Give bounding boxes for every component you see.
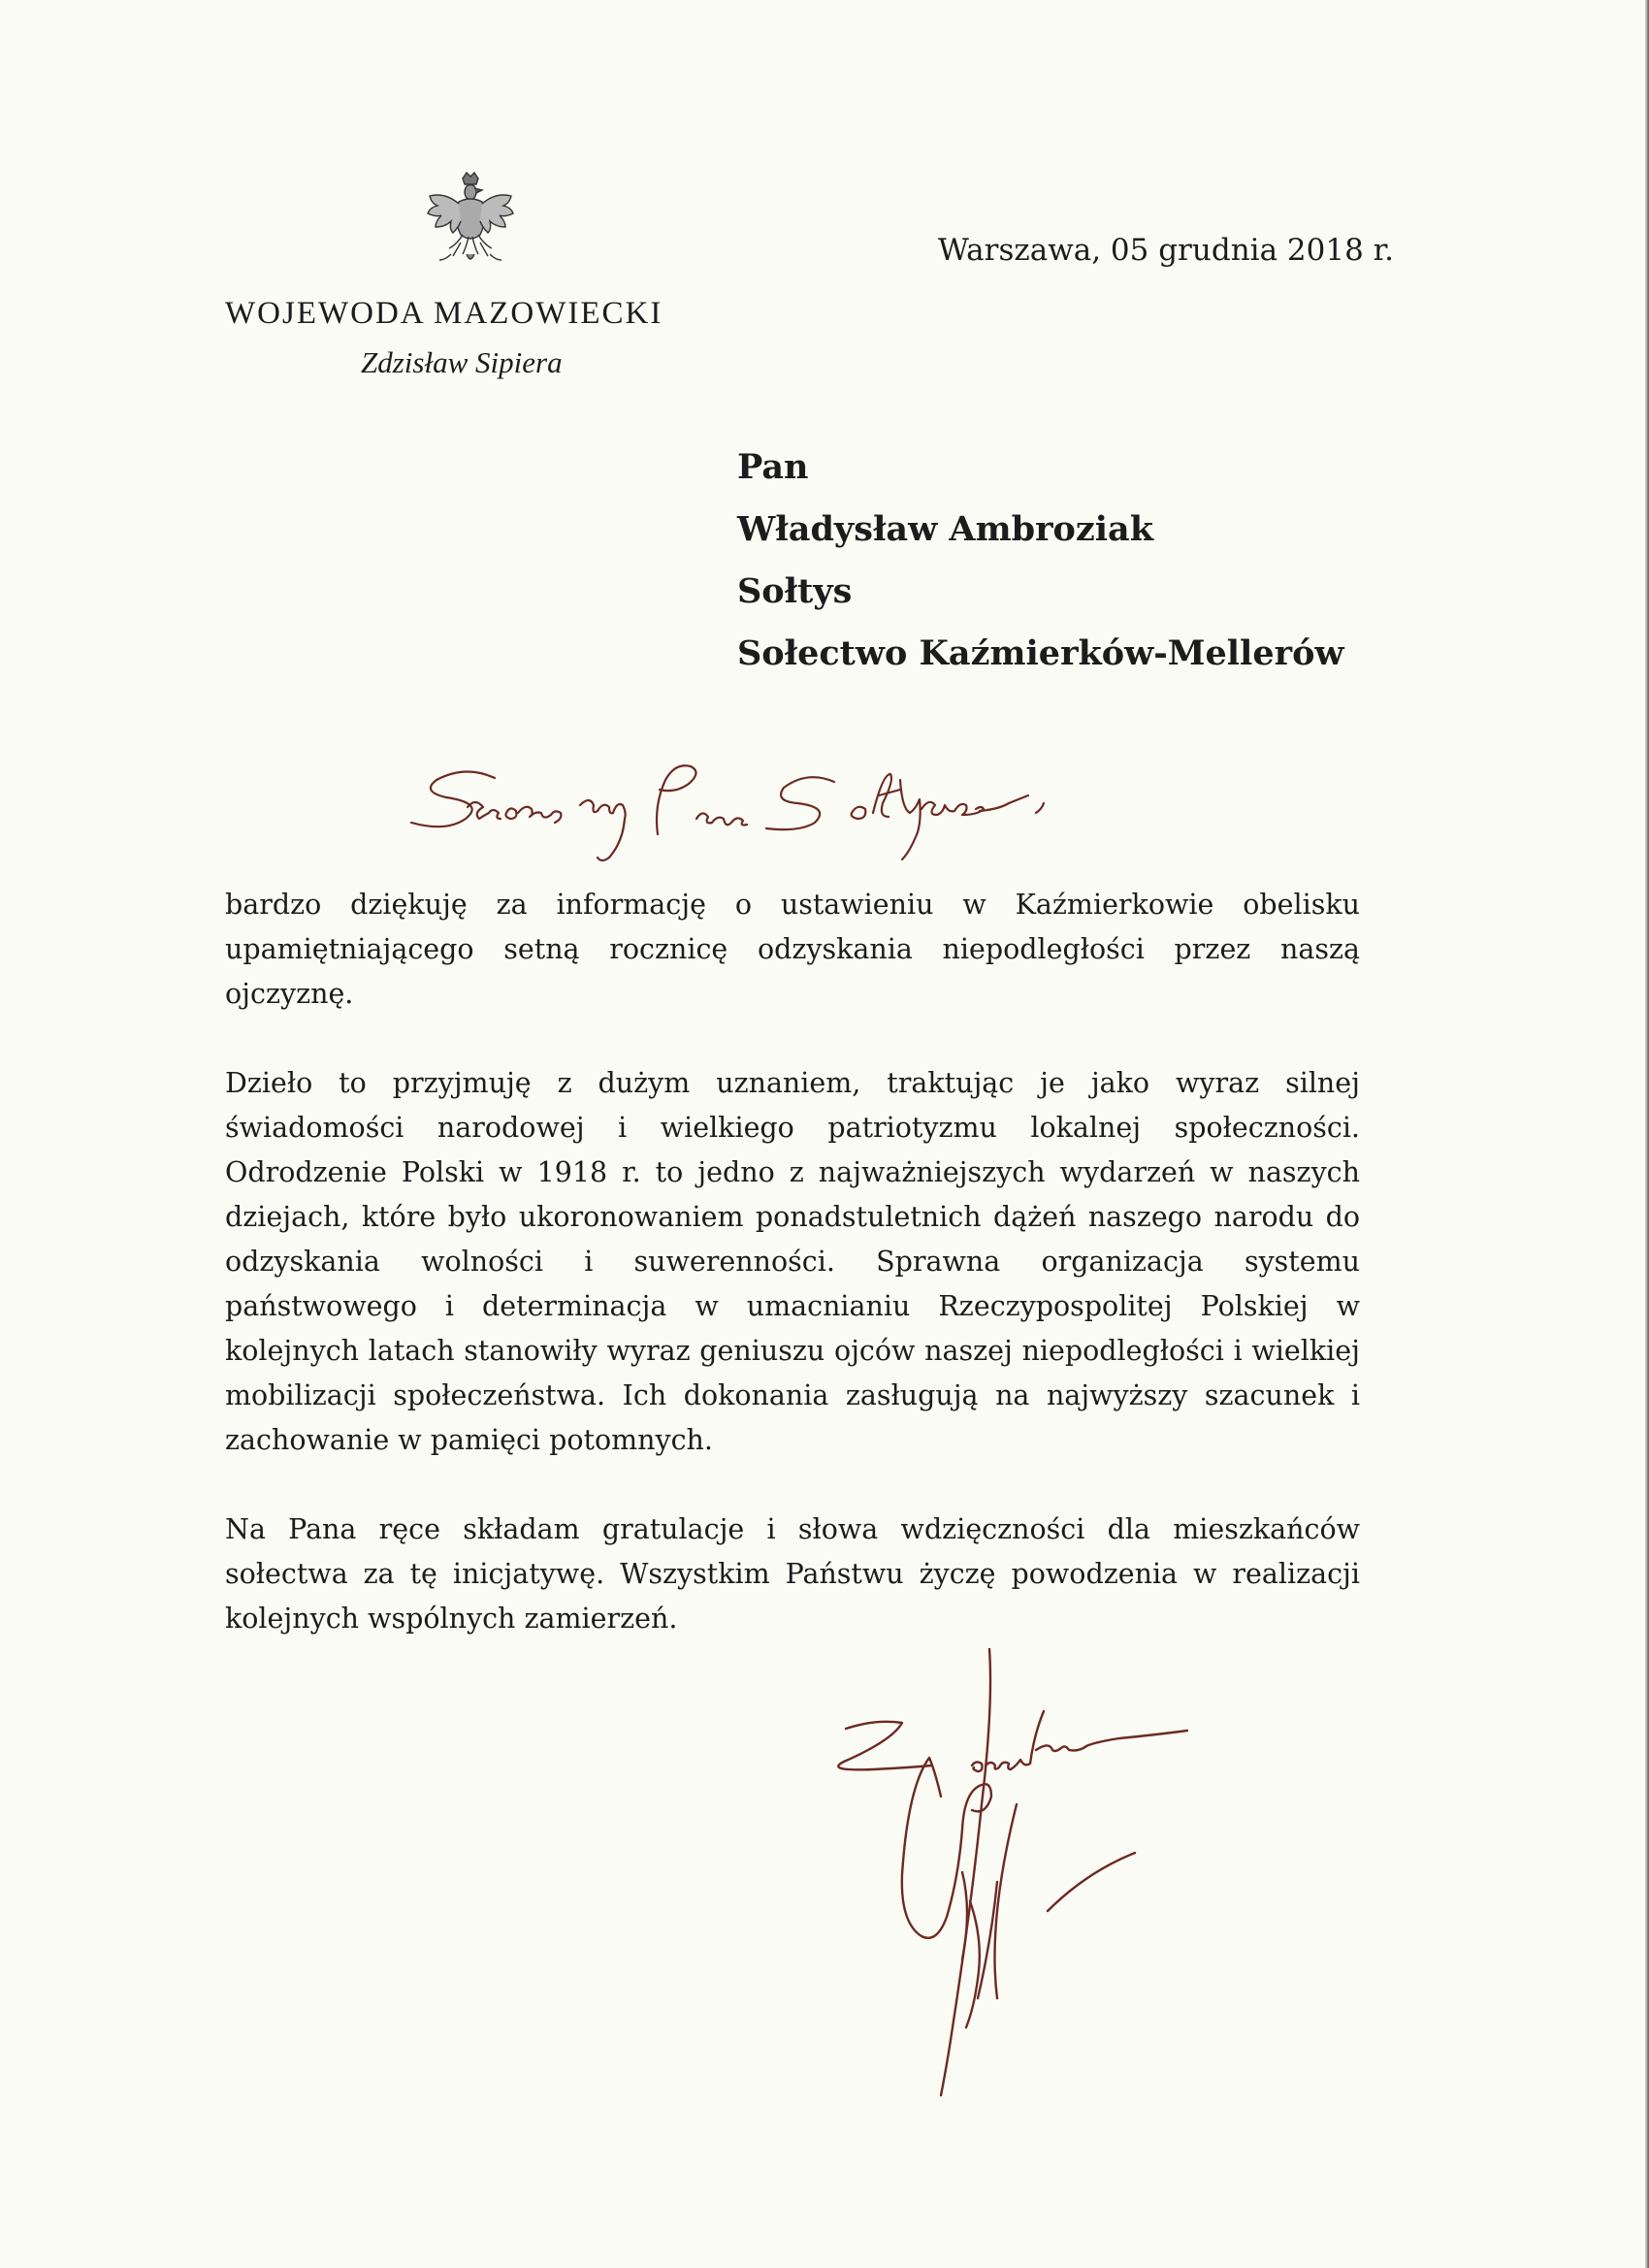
office-title: WOJEWODA MAZOWIECKI <box>225 296 663 331</box>
eagle-emblem-icon <box>412 165 529 281</box>
handwritten-salutation <box>407 747 1261 883</box>
recipient-line: Pan <box>737 447 809 487</box>
body-paragraph: bardzo dziękuję za informację o ustawieniu w Kaźmierkowie obelisku upamiętniającego setną rocznicę odzyskania niepodległości przez naszą ojczyznę. <box>225 889 1360 1010</box>
body-paragraph: Dzieło to przyjmuję z dużym uznaniem, traktując je jako wyraz silnej świadomości narodowej i wielkiego patriotyzmu lokalnej społeczności. Odrodzenie Polski w 1918 r. to jedno z najważniejszych wydarzeń w naszych dziejach, które było ukoronowaniem ponadstuletnich dążeń naszego narodu do odzyskania wolności i suwerenności. Sprawna organizacja systemu państwowego i determinacja w umacnianiu Rzeczypospolitej Polskiej w kolejnych latach stanowiły wyraz geniuszu ojców naszej niepodległości i wielkiej mobilizacji społeczeństwa. Ich dokonania zasługują na najwyższy szacunek i zachowanie w pamięci potomnych. <box>225 1067 1360 1456</box>
date-line: Warszawa, 05 grudnia 2018 r. <box>938 233 1394 268</box>
page-edge <box>1645 0 1649 2268</box>
handwritten-signature <box>757 1639 1339 2144</box>
office-holder-name: Zdzisław Sipiera <box>361 345 563 379</box>
letter-body <box>225 883 1360 1686</box>
recipient-line: Sołtys <box>737 571 853 611</box>
recipient-line: Władysław Ambroziak <box>737 509 1153 549</box>
recipient-block <box>737 448 1344 697</box>
body-paragraph: Na Pana ręce składam gratulacje i słowa wdzięczności dla mieszkańców sołectwa za tę inicjatywę. Wszystkim Państwu życzę powodzenia w realizacji kolejnych wspólnych zamierzeń. <box>225 1513 1360 1635</box>
recipient-line: Sołectwo Kaźmierków-Mellerów <box>737 633 1344 673</box>
